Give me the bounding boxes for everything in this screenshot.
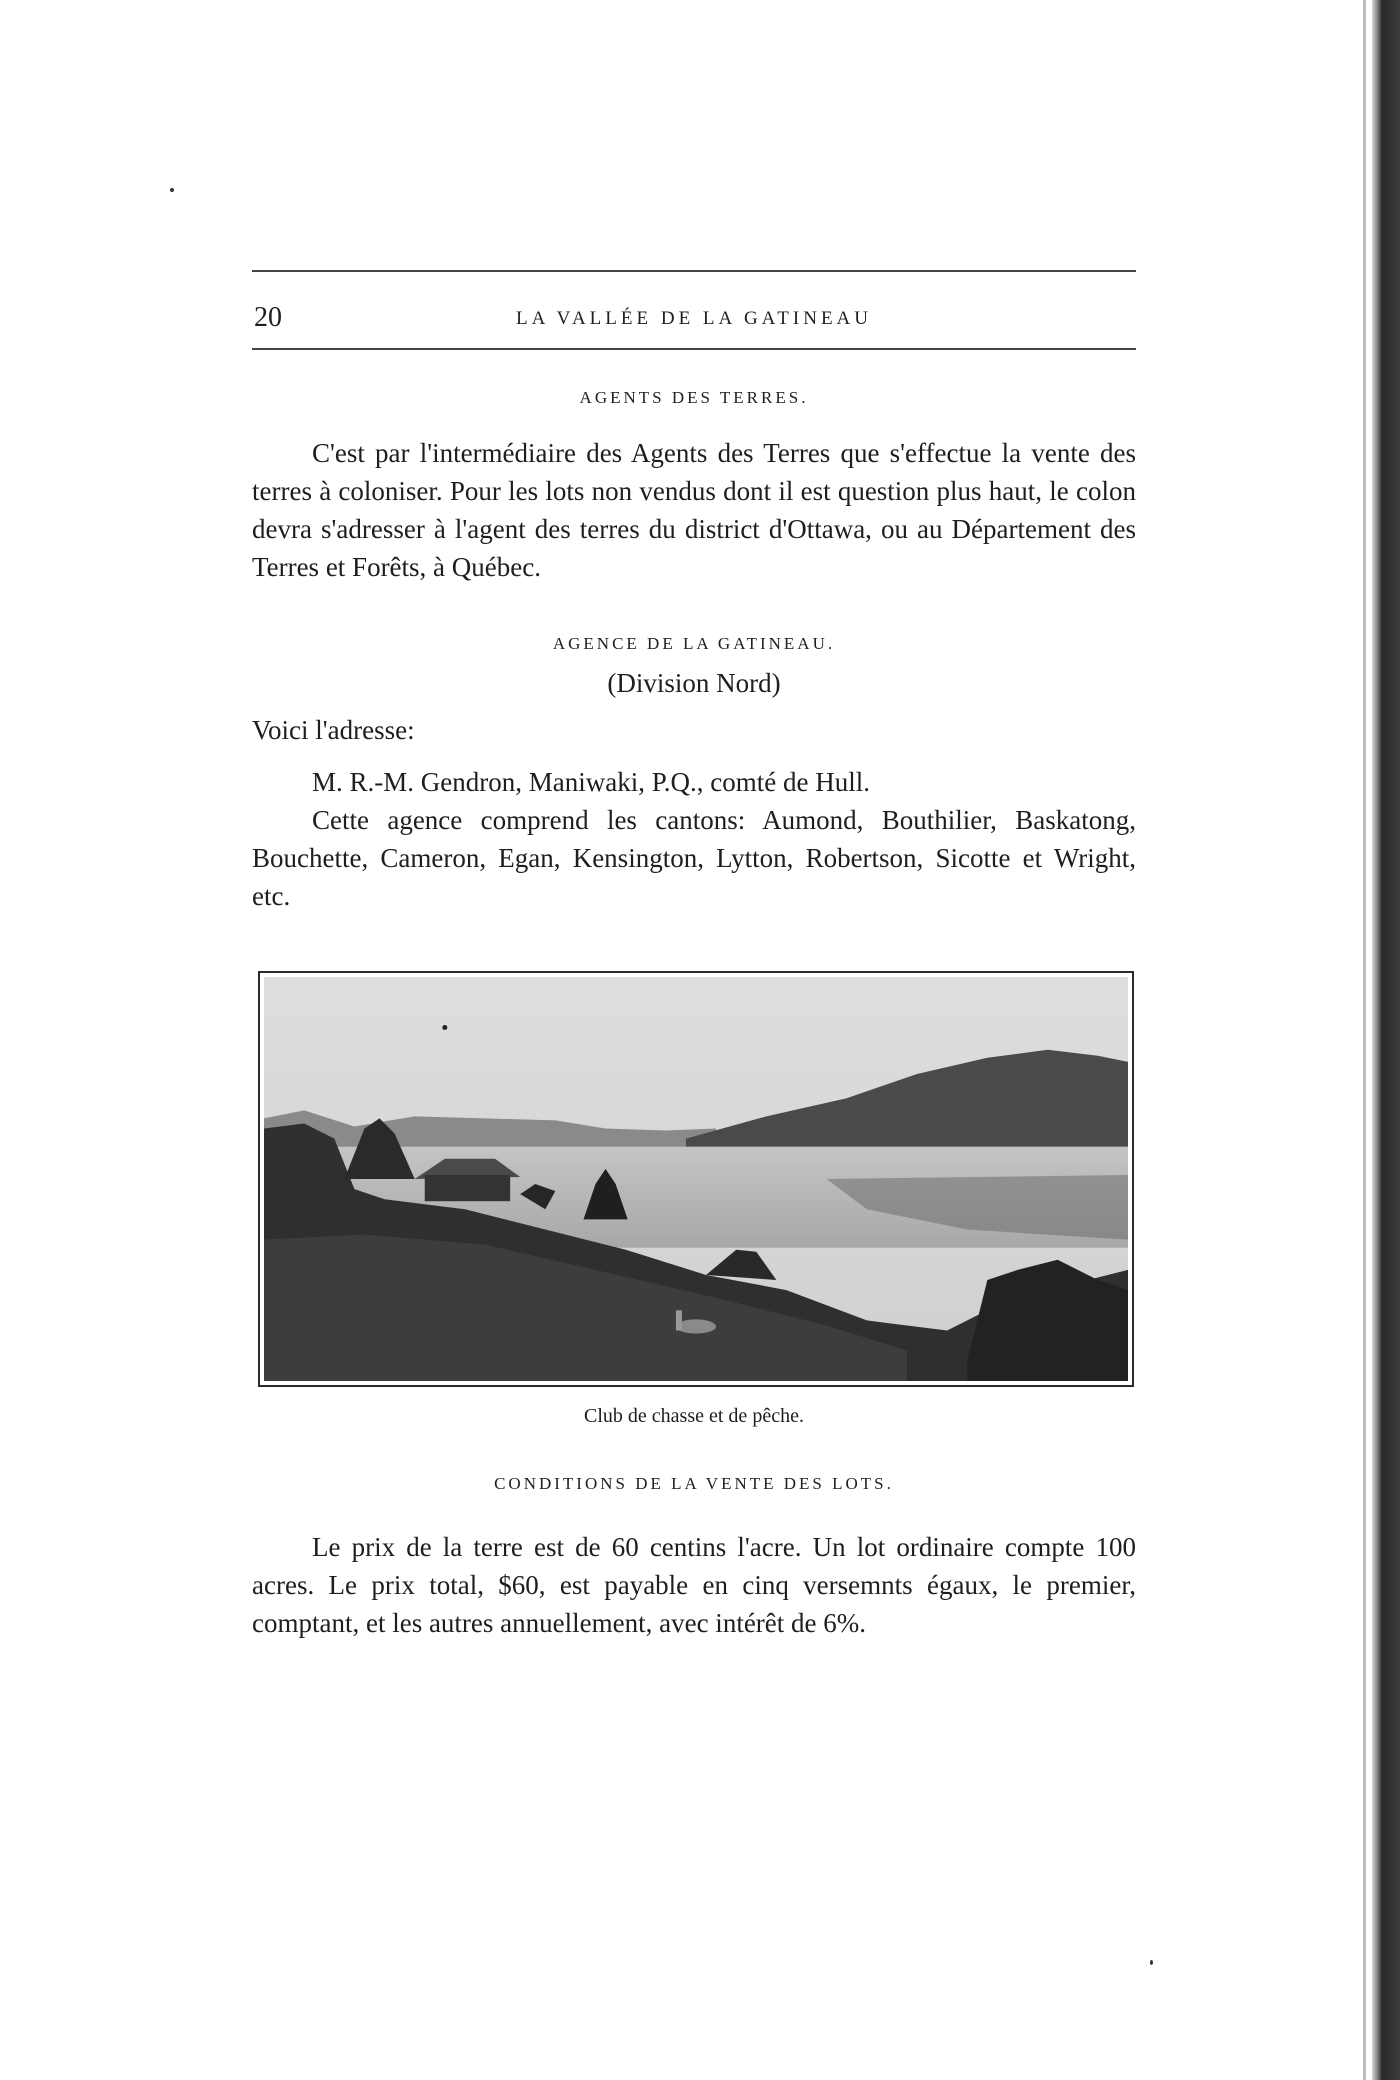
running-header bbox=[252, 272, 1136, 348]
heading-agents-des-terres: AGENTS DES TERRES. bbox=[579, 388, 809, 407]
scan-speck bbox=[170, 188, 174, 192]
page-edge bbox=[1372, 0, 1400, 2080]
paragraph-cantons: Cette agence comprend les cantons: Aumond, Bouthilier, Baskatong, Bouchette, Cameron, Egan, Kensington, Lytton, Robertson, Sicotte et Wright, etc. bbox=[252, 805, 1136, 911]
heading-agence-gatineau: AGENCE DE LA GATINEAU. bbox=[552, 634, 836, 653]
lake-photograph bbox=[264, 977, 1128, 1381]
paragraph-voici: Voici l'adresse: bbox=[252, 715, 415, 745]
header-bottom-rule bbox=[252, 348, 1136, 350]
running-title: LA VALLÉE DE LA GATINEAU bbox=[516, 308, 872, 329]
paragraph-conditions: Le prix de la terre est de 60 centins l'acre. Un lot ordinaire compte 100 acres. Le prix total, $60, est payable en cinq versemnts égaux, le premier, comptant, et les autres annuellement, avec intérêt de 6%. bbox=[252, 1532, 1136, 1638]
scan-speck bbox=[1150, 1960, 1153, 1965]
page-number: 20 bbox=[254, 302, 282, 333]
paragraph-agents: C'est par l'intermédiaire des Agents des Terres que s'effectue la vente des terres à coloniser. Pour les lots non vendus dont il est question plus haut, le colon devra s'adresser à l'agent des terres du district d'Ottawa, ou au Département des Terres et Forêts, à Québec. bbox=[252, 438, 1136, 582]
page-edge-line bbox=[1363, 0, 1366, 2080]
lake-photograph-frame bbox=[258, 971, 1134, 1387]
photo-caption: Club de chasse et de pêche. bbox=[584, 1405, 804, 1427]
page-content bbox=[252, 270, 1136, 1642]
heading-conditions: CONDITIONS DE LA VENTE DES LOTS. bbox=[494, 1474, 894, 1493]
subheading-division: (Division Nord) bbox=[607, 668, 781, 698]
paragraph-address: M. R.-M. Gendron, Maniwaki, P.Q., comté de Hull. bbox=[312, 767, 870, 797]
